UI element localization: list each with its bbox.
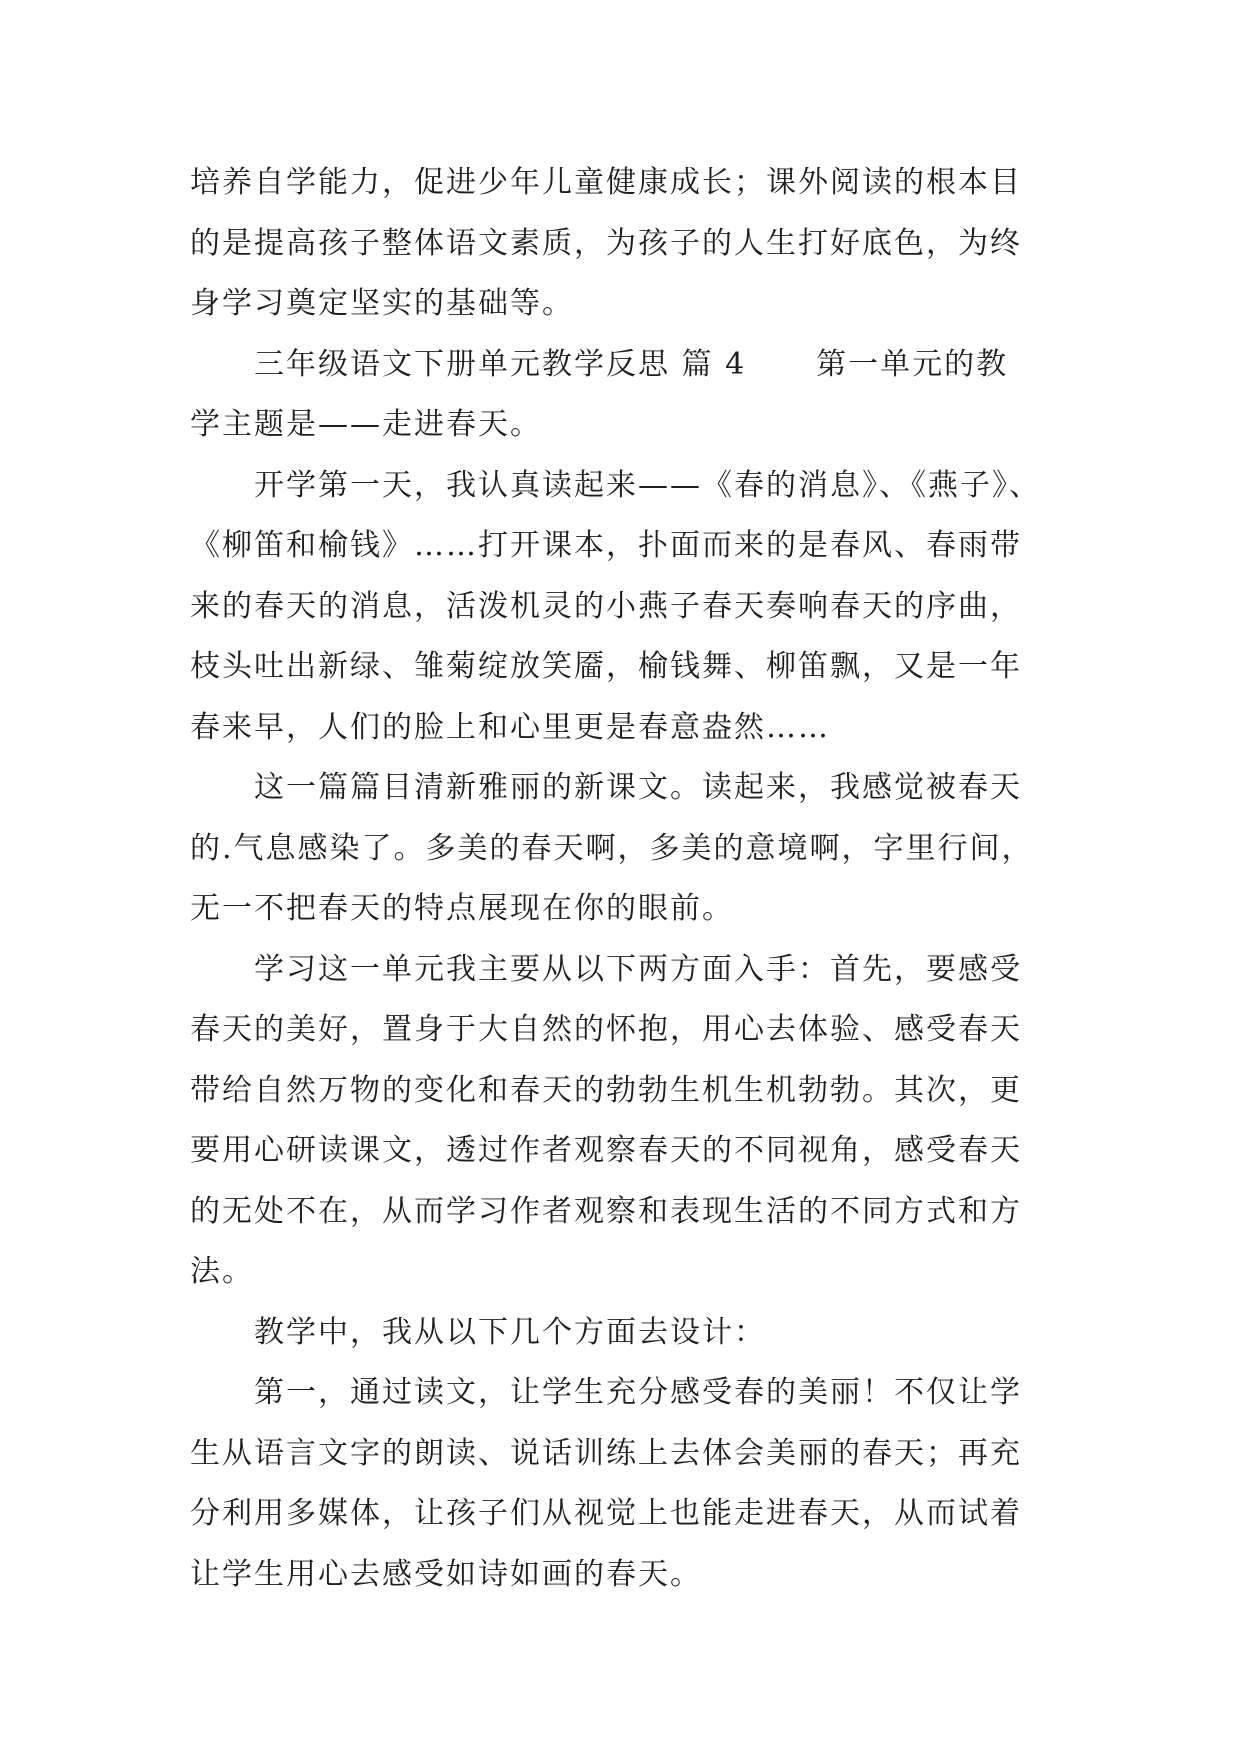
text-line: 带给自然万物的变化和春天的勃勃生机生机勃勃。其次，更 <box>190 1072 1022 1108</box>
paragraph-start: 这一篇篇目清新雅丽的新课文。读起来，我感觉被春天 <box>254 770 1022 805</box>
text-line: 学主题是——走进春天。 <box>190 407 542 442</box>
section-heading-line <box>190 335 1060 396</box>
paragraph-start: 学习这一单元我主要从以下两方面入手：首先，要感受 <box>254 951 1022 987</box>
text-fragment: 第一单元的教 <box>816 346 1009 382</box>
text-line: 春天的美好，置身于大自然的怀抱，用心去体验、感受春天 <box>190 1012 1022 1047</box>
text-line: 《柳笛和榆钱》……打开课本，扑面而来的是春风、春雨带 <box>190 528 1022 563</box>
text-line: 生从语言文字的朗读、说话训练上去体会美丽的春天；再充 <box>190 1435 1022 1471</box>
text-line: 要用心研读课文，透过作者观察春天的不同视角，感受春天 <box>190 1133 1022 1168</box>
paragraph-start: 教学中，我从以下几个方面去设计： <box>254 1314 766 1350</box>
text-line: 无一不把春天的特点展现在你的眼前。 <box>190 891 734 926</box>
text-line: 的无处不在，从而学习作者观察和表现生活的不同方式和方 <box>190 1193 1022 1229</box>
text-line: 身学习奠定坚实的基础等。 <box>190 286 574 321</box>
text-line: 来的春天的消息，活泼机灵的小燕子春天奏响春天的序曲， <box>190 588 1022 624</box>
text-line: 让学生用心去感受如诗如画的春天。 <box>190 1556 702 1592</box>
paragraph-start: 开学第一天，我认真读起来——《春的消息》、《燕子》、 <box>254 467 1041 503</box>
section-heading: 三年级语文下册单元教学反思 篇 4 <box>254 346 747 382</box>
document-body <box>190 153 1060 1605</box>
text-line: 培养自学能力，促进少年儿童健康成长；课外阅读的根本目 <box>190 165 1022 200</box>
text-line: 分利用多媒体，让孩子们从视觉上也能走进春天，从而试着 <box>190 1496 1022 1531</box>
text-line: 的是提高孩子整体语文素质，为孩子的人生打好底色，为终 <box>190 225 1022 261</box>
text-line: 法。 <box>190 1254 254 1289</box>
text-line: 枝头吐出新绿、雏菊绽放笑靥，榆钱舞、柳笛飘，又是一年 <box>190 649 1022 684</box>
text-line: 春来早，人们的脸上和心里更是春意盎然…… <box>190 709 830 745</box>
paragraph-start: 第一，通过读文，让学生充分感受春的美丽！不仅让学 <box>254 1375 1022 1410</box>
text-line: 的.气息感染了。多美的春天啊，多美的意境啊，字里行间， <box>190 830 1034 866</box>
